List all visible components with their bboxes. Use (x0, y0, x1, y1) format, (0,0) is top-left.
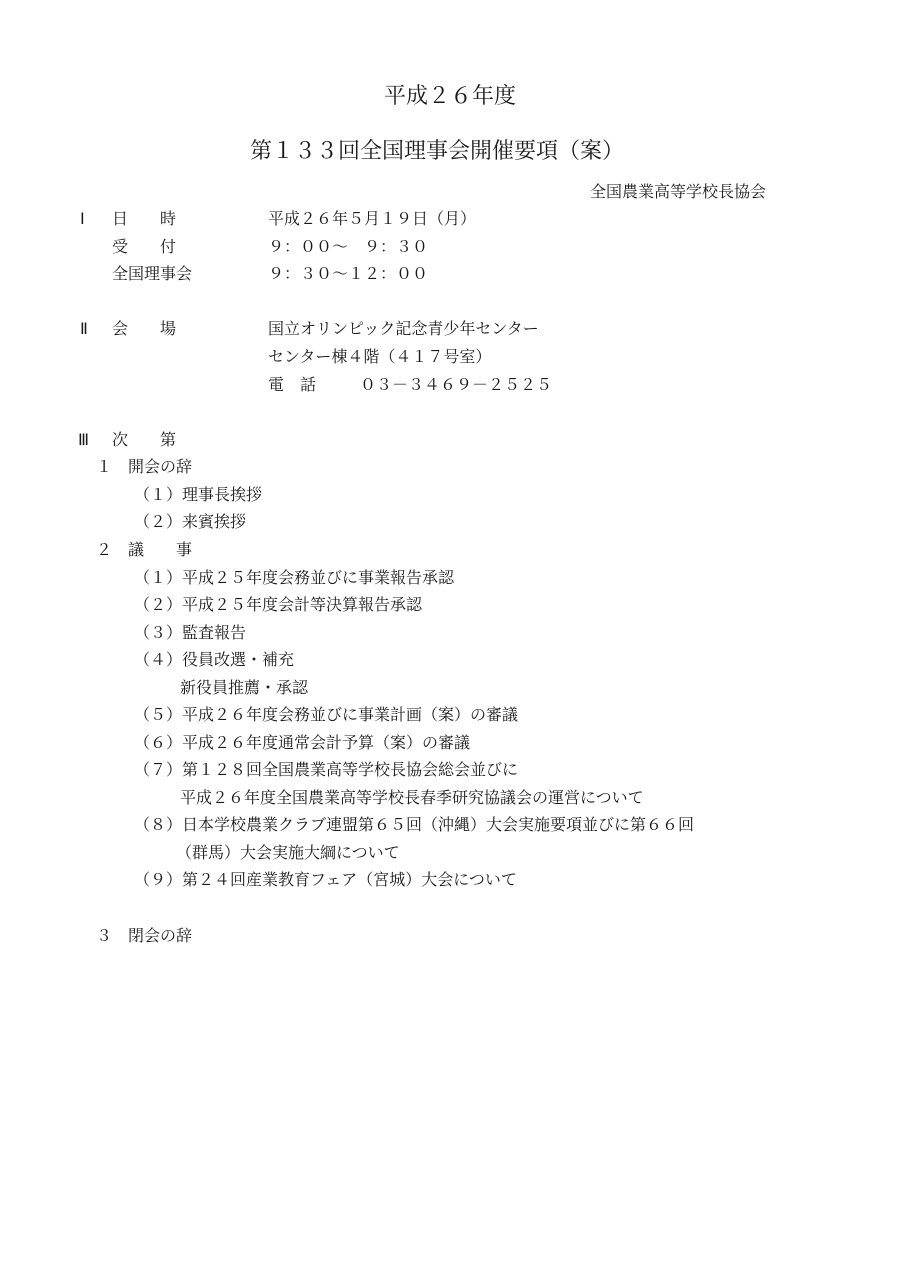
opening-item: （１）理事長挨拶 (134, 485, 263, 504)
section2-numeral: Ⅱ (80, 319, 88, 338)
agenda-item-continuation: （群馬）大会実施大綱について (176, 843, 400, 862)
agenda-number: ２ (96, 540, 113, 559)
agenda-title: 議 事 (128, 540, 193, 559)
meeting-date: 平成２６年５月１９日（月） (268, 209, 477, 228)
reception-label: 受 付 (112, 237, 177, 256)
document-title: 第１３３回全国理事会開催要項（案） (250, 139, 625, 164)
agenda-item: （４）役員改選・補充 (134, 650, 295, 669)
section1-heading: 日 時 (112, 209, 177, 228)
section2-heading: 会 場 (112, 319, 177, 338)
opening-title: 開会の辞 (128, 457, 193, 476)
venue-room: センター棟４階（４１７号室） (268, 347, 492, 366)
agenda-item-continuation: 新役員推薦・承認 (180, 678, 309, 697)
phone-label: 電 話 (268, 375, 317, 394)
venue-name: 国立オリンピック記念青少年センター (268, 319, 539, 338)
document-year: 平成２６年度 (384, 84, 517, 109)
agenda-item-continuation: 平成２６年度全国農業高等学校長春季研究協議会の運営について (180, 788, 644, 807)
section3-heading: 次 第 (112, 430, 177, 449)
agenda-item: （２）平成２５年度会計等決算報告承認 (134, 595, 423, 614)
closing-number: ３ (96, 926, 113, 945)
agenda-item: （８）日本学校農業クラブ連盟第６５回（沖縄）大会実施要項並びに第６６回 (134, 815, 695, 834)
opening-item: （２）来賓挨拶 (134, 512, 247, 531)
agenda-item: （５）平成２６年度会務並びに事業計画（案）の審議 (134, 705, 519, 724)
agenda-item: （３）監査報告 (134, 623, 247, 642)
section1-numeral: Ⅰ (80, 209, 85, 228)
reception-time: ９：００～ ９：３０ (268, 237, 429, 256)
agenda-item: （６）平成２６年度通常会計予算（案）の審議 (134, 733, 471, 752)
section3-numeral: Ⅲ (78, 430, 90, 449)
phone-number: ０３－３４６９－２５２５ (360, 375, 553, 394)
agenda-item: （１）平成２５年度会務並びに事業報告承認 (134, 568, 455, 587)
opening-number: １ (96, 457, 113, 476)
agenda-item: （７）第１２８回全国農業高等学校長協会総会並びに (134, 760, 519, 779)
meeting-label: 全国理事会 (112, 264, 193, 283)
meeting-time: ９：３０～１２：００ (268, 264, 429, 283)
organization-name: 全国農業高等学校長協会 (590, 182, 767, 201)
agenda-item: （９）第２４回産業教育フェア（宮城）大会について (134, 870, 517, 889)
closing-title: 閉会の辞 (128, 926, 193, 945)
